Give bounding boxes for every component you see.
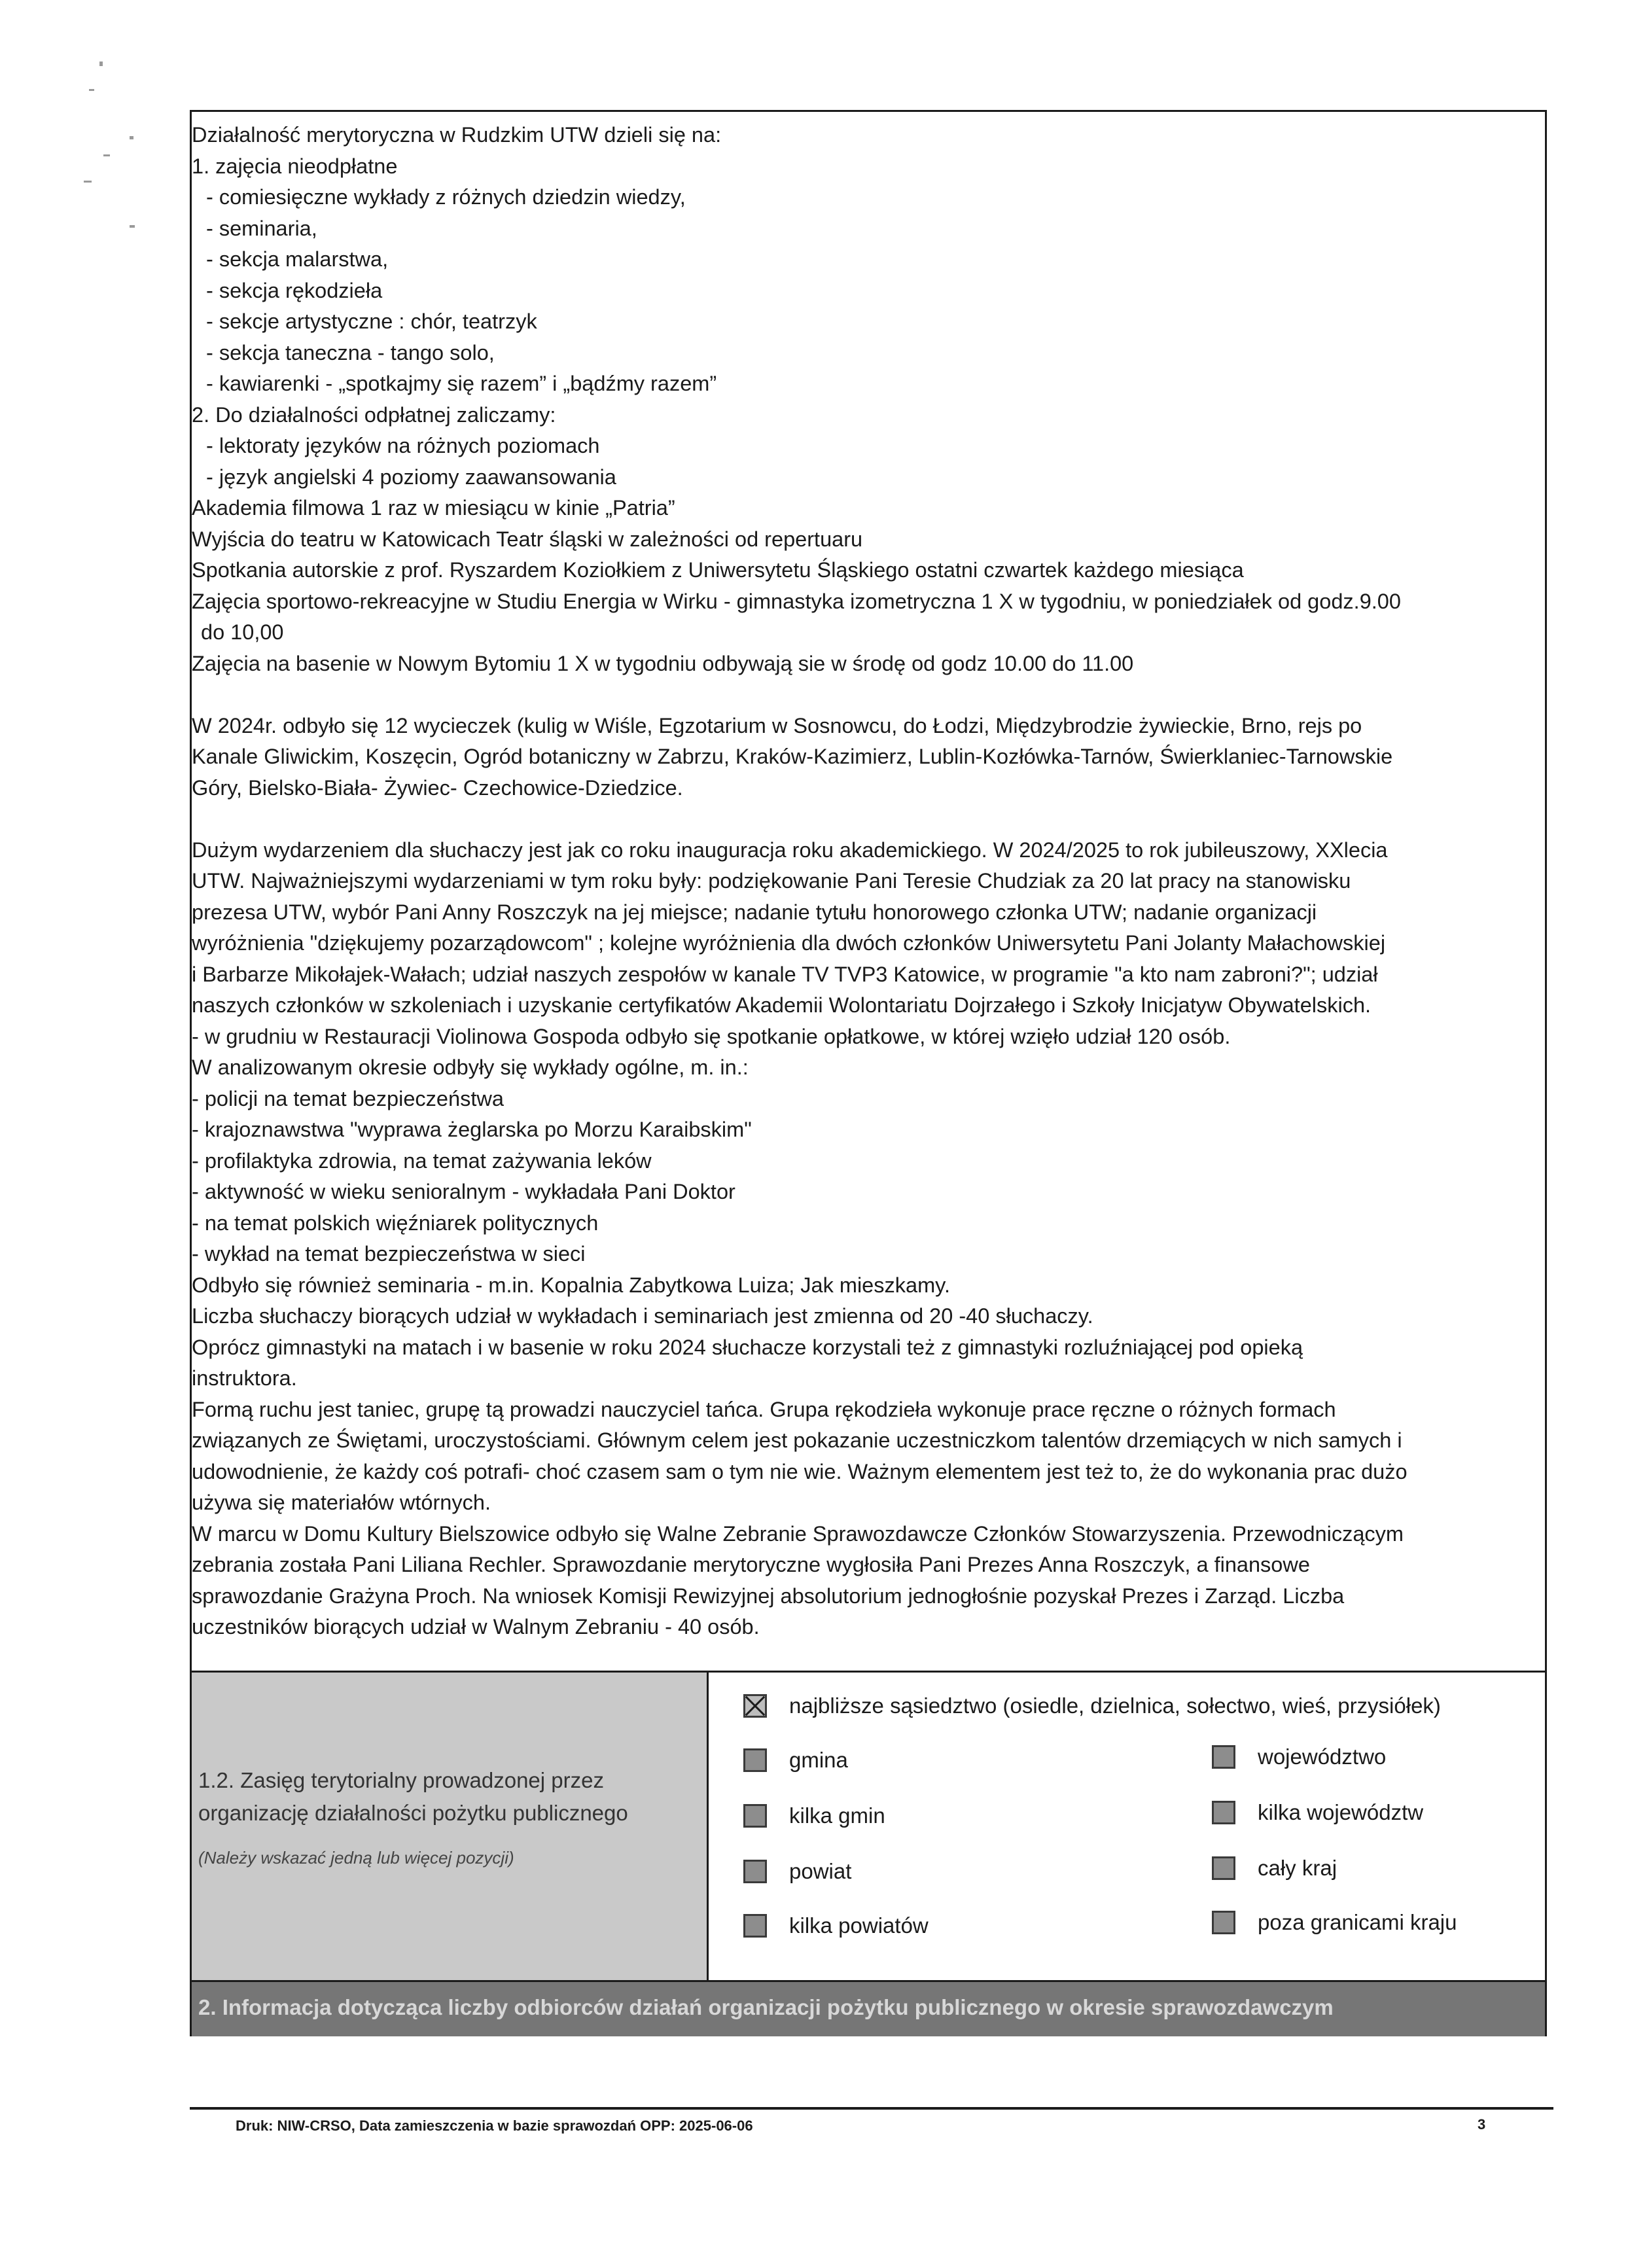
option-label: najbliższe sąsiedztwo (osiedle, dzielnica, sołectwo, wieś, przysiółek) — [789, 1693, 1441, 1718]
events-line: W marcu w Domu Kultury Bielszowice odbyło się Walne Zebranie Sprawozdawcze Członków Stowarzyszenia. Przewodniczącym — [192, 1521, 1404, 1546]
events-line: UTW. Najważniejszymi wydarzeniami w tym roku były: podziękowanie Pani Teresie Chudziak za 20 lat pracy na stanowisku — [192, 869, 1351, 893]
events-line: sprawozdanie Grażyna Proch. Na wniosek Komisji Rewizyjnej absolutorium jednogłośnie pozyskał Prezes i Zarząd. Liczba — [192, 1584, 1345, 1608]
scan-speck — [89, 89, 94, 91]
paid-activities-title: 2. Do działalności odpłatnej zaliczamy: — [192, 402, 556, 427]
checkbox[interactable] — [1212, 1911, 1235, 1934]
checkbox-checked[interactable] — [743, 1694, 767, 1718]
scan-speck — [130, 136, 133, 139]
scan-speck — [99, 62, 103, 66]
checkbox[interactable] — [1212, 1801, 1235, 1824]
other-activity-line: Akademia filmowa 1 raz w miesiącu w kinie „Patria” — [192, 496, 675, 520]
free-activity-item: - sekcja malarstwa, — [206, 247, 389, 271]
events-line: W analizowanym okresie odbyły się wykłady ogólne, m. in.: — [192, 1055, 749, 1079]
intro-line: Działalność merytoryczna w Rudzkim UTW dzieli się na: — [192, 123, 722, 147]
option-kilka-wojewodztw[interactable] — [1212, 1800, 1423, 1825]
events-line: zebrania została Pani Liliana Rechler. Sprawozdanie merytoryczne wygłosiła Pani Prezes Anna Roszczyk, a finansowe — [192, 1553, 1310, 1576]
trips-line: W 2024r. odbyło się 12 wycieczek (kulig w Wiśle, Egzotarium w Sosnowcu, do Łodzi, Międzybrodzie żywieckie, Brno, rejs po — [192, 713, 1362, 737]
free-activity-item: - kawiarenki - „spotkajmy się razem” i „bądźmy razem” — [206, 372, 717, 395]
report-frame — [190, 110, 1547, 2036]
events-line: - profilaktyka zdrowia, na temat zażywania leków — [192, 1148, 652, 1173]
scope-title-line: organizację działalności pożytku publicznego — [198, 1801, 628, 1825]
option-kilka-powiatow[interactable] — [743, 1913, 929, 1938]
events-line: prezesa UTW, wybór Pani Anny Roszczyk na jej miejsce; nadanie tytułu honorowego członka UTW; nadanie organizacji — [192, 900, 1317, 924]
option-caly-kraj[interactable] — [1212, 1856, 1337, 1881]
events-line: Oprócz gimnastyki na matach i w basenie w roku 2024 słuchacze korzystali też z gimnastyki rozluźniającej pod opieką — [192, 1335, 1303, 1359]
option-label: kilka województw — [1258, 1800, 1424, 1824]
events-line: - w grudniu w Restauracji Violinowa Gospoda odbyło się spotkanie opłatkowe, w której wzięło udział 120 osób. — [192, 1024, 1231, 1048]
option-powiat[interactable] — [743, 1859, 851, 1884]
checkbox[interactable] — [743, 1748, 767, 1772]
scope-label-cell — [192, 1673, 709, 1980]
free-activity-item: - sekcje artystyczne : chór, teatrzyk — [206, 310, 537, 333]
footer-print-info: Druk: NIW-CRSO, Data zamieszczenia w bazie sprawozdań OPP: 2025-06-06 — [236, 2117, 753, 2134]
checkbox[interactable] — [743, 1914, 767, 1938]
paragraph-gap — [192, 679, 1540, 711]
events-line: udowodnienie, że każdy coś potrafi- choć czasem sam o tym nie wie. Ważnym elementem jest też to, że do wykonania prac dużo — [192, 1459, 1408, 1483]
events-line: wyróżnienia "dziękujemy pozarządowcom" ; kolejne wyróżnienia dla dwóch członków Uniwersytetu Pani Jolanty Małachowskiej — [192, 931, 1386, 955]
free-activity-item: - seminaria, — [206, 216, 317, 240]
events-line: Liczba słuchaczy biorących udział w wykładach i seminariach jest zmienna od 20 -40 słuchaczy. — [192, 1304, 1093, 1328]
option-label: województwo — [1258, 1745, 1387, 1769]
events-line: używa się materiałów wtórnych. — [192, 1491, 491, 1514]
scope-title — [198, 1764, 628, 1830]
option-poza-granicami[interactable] — [1212, 1910, 1457, 1935]
other-activity-line: Zajęcia sportowo-rekreacyjne w Studiu Energia w Wirku - gimnastyka izometryczna 1 X w tygodniu, w poniedziałek od godz.9.00 — [192, 589, 1401, 613]
option-label: kilka powiatów — [789, 1913, 929, 1938]
checkbox[interactable] — [743, 1860, 767, 1883]
option-gmina[interactable] — [743, 1748, 848, 1773]
scope-title-line: 1.2. Zasięg terytorialny prowadzonej przez — [198, 1768, 604, 1792]
trips-line: Góry, Bielsko-Biała- Żywiec- Czechowice-Dziedzice. — [192, 775, 683, 800]
option-wojewodztwo[interactable] — [1212, 1745, 1386, 1769]
events-line: - policji na temat bezpieczeństwa — [192, 1086, 504, 1110]
paid-activity-item: - język angielski 4 poziomy zaawansowania — [206, 465, 616, 489]
footer-divider — [190, 2107, 1553, 2110]
paragraph-gap — [192, 804, 1540, 835]
option-label: cały kraj — [1258, 1856, 1337, 1880]
activity-description — [192, 112, 1545, 1671]
page-number: 3 — [1478, 2116, 1486, 2133]
scan-speck — [84, 181, 92, 183]
events-line: - aktywność w wieku senioralnym - wykładała Pani Doktor — [192, 1180, 735, 1203]
section-2-header — [192, 1980, 1545, 2036]
events-line: - krajoznawstwa "wyprawa żeglarska po Morzu Karaibskim" — [192, 1118, 752, 1141]
checkbox[interactable] — [1212, 1856, 1235, 1880]
events-line: uczestników biorących udział w Walnym Zebraniu - 40 osób. — [192, 1615, 760, 1639]
option-label: poza granicami kraju — [1258, 1910, 1457, 1934]
events-line: Dużym wydarzeniem dla słuchaczy jest jak co roku inauguracja roku akademickiego. W 2024/2025 to rok jubileuszowy, XXlecia — [192, 838, 1388, 862]
events-line: związanych ze Świętami, uroczystościami. Głównym celem jest pokazanie uczestniczkom talentów drzemiących w nich samych i — [192, 1428, 1402, 1452]
option-neighborhood[interactable] — [743, 1693, 1441, 1718]
section-2-title: 2. Informacja dotycząca liczby odbiorców działań organizacji pożytku publicznego w okresie sprawozdawczym — [198, 1995, 1334, 2019]
scan-speck — [103, 154, 110, 156]
other-activity-line: do 10,00 — [201, 620, 284, 644]
other-activity-line: Wyjścia do teatru w Katowicach Teatr śląski w zależności od repertuaru — [192, 527, 863, 551]
checkbox[interactable] — [743, 1804, 767, 1828]
option-label: powiat — [789, 1859, 852, 1883]
events-line: Formą ruchu jest taniec, grupę tą prowadzi nauczyciel tańca. Grupa rękodzieła wykonuje prace ręczne o różnych formach — [192, 1397, 1336, 1421]
checkbox[interactable] — [1212, 1745, 1235, 1769]
paid-activity-item: - lektoraty języków na różnych poziomach — [206, 434, 600, 457]
trips-line: Kanale Gliwickim, Koszęcin, Ogród botaniczny w Zabrzu, Kraków-Kazimierz, Lublin-Kozłówka-Tarnów, Świerklaniec-Tarnowskie — [192, 745, 1393, 768]
option-label: kilka gmin — [789, 1803, 885, 1828]
free-activities-title: 1. zajęcia nieodpłatne — [192, 154, 398, 178]
scope-hint: (Należy wskazać jedną lub więcej pozycji) — [198, 1848, 514, 1868]
free-activity-item: - comiesięczne wykłady z różnych dziedzin wiedzy, — [206, 185, 686, 209]
events-line: i Barbarze Mikołajek-Wałach; udział naszych zespołów w kanale TV TVP3 Katowice, w programie "a kto nam zabroni?"; udział — [192, 962, 1378, 986]
events-line: instruktora. — [192, 1366, 297, 1390]
option-kilka-gmin[interactable] — [743, 1803, 885, 1828]
option-label: gmina — [789, 1748, 848, 1772]
other-activity-line: Spotkania autorskie z prof. Ryszardem Koziołkiem z Uniwersytetu Śląskiego ostatni czwartek każdego miesiąca — [192, 558, 1244, 582]
events-line: Odbyło się również seminaria - m.in. Kopalnia Zabytkowa Luiza; Jak mieszkamy. — [192, 1273, 951, 1297]
events-line: - wykład na temat bezpieczeństwa w sieci — [192, 1242, 586, 1266]
scan-speck — [130, 225, 135, 228]
events-line: - na temat polskich więźniarek politycznych — [192, 1211, 599, 1235]
other-activity-line: Zajęcia na basenie w Nowym Bytomiu 1 X w tygodniu odbywają sie w środę od godz 10.00 do 11.00 — [192, 651, 1134, 675]
free-activity-item: - sekcja taneczna - tango solo, — [206, 340, 495, 364]
events-line: naszych członków w szkoleniach i uzyskanie certyfikatów Akademii Wolontariatu Dojrzałego i Szkoły Inicjatyw Obywatelskich. — [192, 993, 1372, 1017]
territorial-scope-section — [192, 1671, 1545, 1980]
free-activity-item: - sekcja rękodzieła — [206, 278, 383, 302]
